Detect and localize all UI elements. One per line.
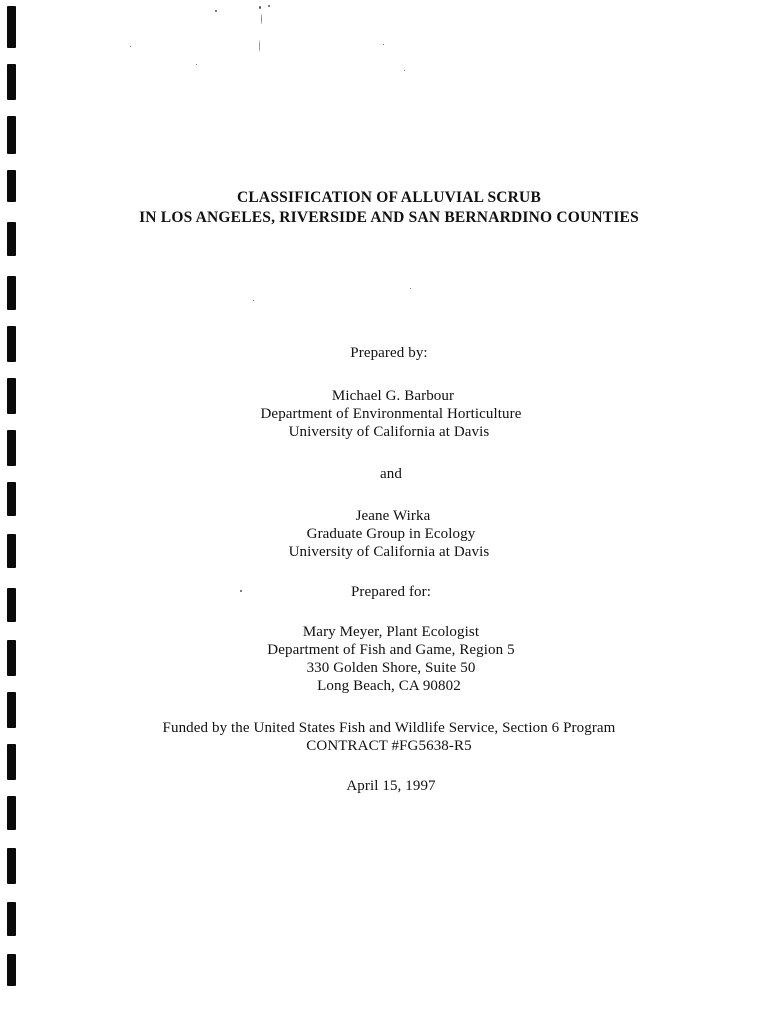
- binding-mark: [7, 848, 16, 884]
- client-address-line1: 330 Golden Shore, Suite 50: [306, 660, 476, 676]
- scan-speck: [196, 64, 197, 65]
- scan-speck: [215, 10, 217, 12]
- prepared-for-label: Prepared for:: [350, 584, 431, 600]
- funding-statement: Funded by the United States Fish and Wildlife Service, Section 6 Program: [162, 720, 616, 736]
- scan-speck: [259, 40, 260, 52]
- author1-department: Department of Environmental Horticulture: [260, 406, 522, 422]
- scan-speck: [253, 300, 254, 301]
- document-title-line1: CLASSIFICATION OF ALLUVIAL SCRUB: [237, 189, 541, 206]
- binding-mark: [7, 64, 16, 100]
- contract-number: CONTRACT #FG5638-R5: [306, 738, 472, 754]
- document-title-line2: IN LOS ANGELES, RIVERSIDE AND SAN BERNARDINO COUNTIES: [139, 209, 639, 226]
- document-date: April 15, 1997: [346, 778, 436, 794]
- author-conjunction: and: [380, 466, 402, 482]
- binding-mark: [7, 222, 16, 256]
- scan-speck: [404, 70, 405, 71]
- author1-institution: University of California at Davis: [288, 424, 490, 440]
- client-address-line2: Long Beach, CA 90802: [317, 678, 461, 694]
- author2-name: Jeane Wirka: [355, 508, 431, 524]
- binding-mark: [7, 276, 16, 310]
- client-name: Mary Meyer, Plant Ecologist: [302, 624, 480, 640]
- scan-speck: [383, 44, 384, 45]
- author1-name: Michael G. Barbour: [331, 388, 455, 404]
- author2-department: Graduate Group in Ecology: [306, 526, 476, 542]
- scan-speck: [268, 5, 270, 7]
- binding-mark: [7, 116, 16, 154]
- scan-speck: [410, 288, 411, 289]
- prepared-by-label: Prepared by:: [350, 345, 428, 361]
- binding-mark: [7, 6, 16, 48]
- binding-mark: [7, 902, 16, 936]
- binding-mark: [7, 796, 16, 830]
- author2-institution: University of California at Davis: [288, 544, 490, 560]
- scan-speck: [261, 14, 262, 24]
- binding-mark: [7, 954, 16, 986]
- scan-speck: [130, 46, 131, 47]
- scan-speck: [259, 6, 261, 9]
- client-department: Department of Fish and Game, Region 5: [267, 642, 515, 658]
